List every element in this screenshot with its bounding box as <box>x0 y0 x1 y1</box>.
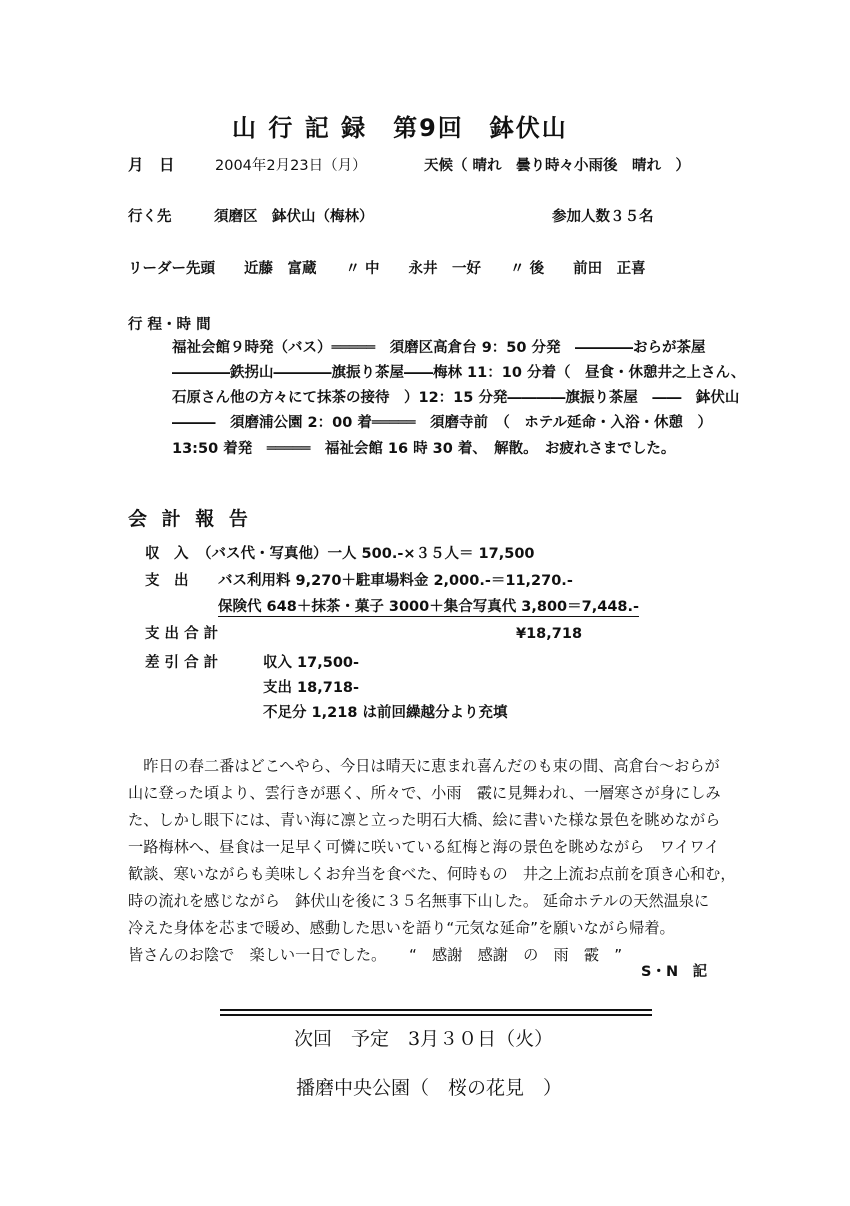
balance-line: 不足分 1,218 は前回繰越分より充填 <box>263 705 508 721</box>
narrative-line: 昨日の春二番はどこへやら、今日は晴天に恵まれ喜んだのも束の間、高倉台～おらが <box>128 757 720 775</box>
narrative-line: 皆さんのお陰で 楽しい一日でした。 “ 感謝 感謝 の 雨 霰 ” <box>128 946 623 964</box>
next-schedule: 次回 予定 3月３０日（火） <box>294 1028 554 1050</box>
expense-label: 支 出 <box>145 573 189 589</box>
divider <box>220 1014 652 1016</box>
narrative-line: 歓談、寒いながらも美味しくお弁当を食べた、何時もの 井之上流お点前を頂き心和む， <box>128 865 736 883</box>
income-label: 収 入 <box>145 546 189 562</box>
itinerary-line: ――――鉄拐山――――旗振り茶屋――梅林 11：10 分着（ 昼食・休憩井之上さん、 <box>172 365 746 381</box>
balance-line: 支出 18,718- <box>263 680 360 696</box>
divider <box>220 1009 652 1011</box>
expense-line: 保険代 648＋抹茶・菓子 3000＋集合写真代 3,800＝7,448.- <box>218 599 640 615</box>
narrative-line: た、しかし眼下には、青い海に凛と立った明石大橋、絵に書いた様な景色を眺めながら <box>128 811 721 829</box>
itinerary-line: 13:50 着発 ═════ 福祉会館 16 時 30 着、 解散。 お疲れさまでした。 <box>172 441 676 457</box>
destination-value: 須磨区 鉢伏山（梅林） <box>214 209 374 225</box>
page-title: 山 行 記 録 第9回 鉢伏山 <box>232 114 568 142</box>
total-value: ¥18,718 <box>516 626 583 642</box>
itinerary-line: ――― 須磨浦公園 2：00 着═════ 須磨寺前 （ ホテル延命・入浴・休憩 ） <box>172 415 713 431</box>
itinerary-line: 石原さん他の方々にて抹茶の接待 ）12：15 分発――――旗振り茶屋 ―― 鉢伏山 <box>172 390 740 406</box>
narrative-line: 時の流れを感じながら 鉢伏山を後に３５名無事下山した。 延命ホテルの天然温泉に <box>128 892 710 910</box>
date-label: 月 日 <box>128 156 175 174</box>
narrative-line: 冷えた身体を芯まで暖め、感動した思いを語り“元気な延命”を願いながら帰着。 <box>128 919 675 937</box>
total-label: 支 出 合 計 <box>145 626 219 642</box>
narrative <box>128 753 748 969</box>
itinerary-label: 行 程・時 間 <box>128 317 211 333</box>
leaders: リーダー先頭 近藤 富蔵 〃 中 永井 一好 〃 後 前田 正喜 <box>128 261 646 277</box>
expense-line: バス利用料 9,270＋駐車場料金 2,000.-＝11,270.- <box>218 573 573 589</box>
signature: S・N 記 <box>641 964 708 980</box>
next-place: 播磨中央公園（ 桜の花見 ） <box>296 1077 563 1099</box>
income-value: （バス代・写真他）一人 500.-×３５人＝ 17,500 <box>197 546 535 562</box>
accounting-heading: 会 計 報 告 <box>128 508 252 530</box>
balance-line: 収入 17,500- <box>263 655 360 671</box>
narrative-line: 山に登った頃より、雲行きが悪く、所々で、小雨 霰に見舞われ、一層寒さが身にしみ <box>128 784 721 802</box>
destination-label: 行く先 <box>128 209 172 225</box>
narrative-line: 一路梅林へ、昼食は一足早く可憐に咲いている紅梅と海の景色を眺めながら ワイワイ <box>128 838 720 856</box>
itinerary-line: 福祉会館９時発（バス）═════ 須磨区高倉台 9：50 分発 ――――おらが茶屋 <box>172 340 706 356</box>
balance-label: 差 引 合 計 <box>145 655 219 671</box>
date-value: 2004年2月23日（月） <box>215 158 367 174</box>
weather: 天候（ 晴れ 曇り時々小雨後 晴れ ） <box>424 158 691 174</box>
participants: 参加人数３５名 <box>552 209 654 225</box>
